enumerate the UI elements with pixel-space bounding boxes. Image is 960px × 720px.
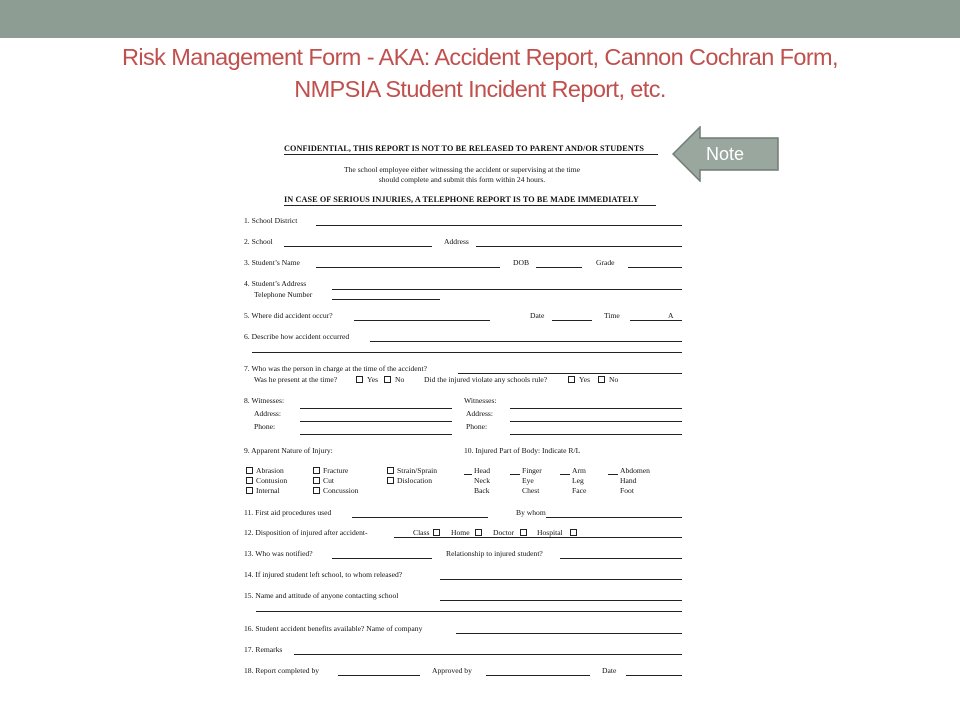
injury-concussion: Concussion xyxy=(323,486,359,495)
header-underline xyxy=(284,154,658,155)
field-relationship: Relationship to injured student? xyxy=(446,549,543,558)
field-describe-accident: 6. Describe how accident occurred xyxy=(244,332,350,341)
fill-line xyxy=(560,558,682,559)
fill-line xyxy=(440,579,682,580)
body-abdomen: Abdomen xyxy=(620,466,650,475)
field-disposition: 12. Disposition of injured after accident- xyxy=(244,528,368,537)
field-school-district: 1. School District xyxy=(244,216,298,225)
checkbox xyxy=(433,529,440,536)
no-label: No xyxy=(395,375,405,384)
fill-line xyxy=(352,517,488,518)
slide-top-bar xyxy=(0,0,960,38)
witness-phone-label: Phone: xyxy=(254,422,276,431)
fill-line xyxy=(486,675,590,676)
field-school: 2. School xyxy=(244,237,273,246)
body-face: Face xyxy=(572,486,587,495)
field-date: Date xyxy=(530,311,545,320)
disposition-home: Home xyxy=(451,528,470,537)
fill-line xyxy=(476,246,682,247)
risk-management-form-image xyxy=(236,134,688,682)
body-foot: Foot xyxy=(620,486,634,495)
field-remarks: 17. Remarks xyxy=(244,645,283,654)
fill-line xyxy=(510,474,520,475)
fill-line xyxy=(440,600,682,601)
checkbox xyxy=(568,376,575,383)
no-label: No xyxy=(609,375,619,384)
injury-strain-sprain: Strain/Sprain xyxy=(397,466,438,475)
fill-line xyxy=(316,267,500,268)
yes-label: Yes xyxy=(579,375,591,384)
confidential-header: CONFIDENTIAL, THIS REPORT IS NOT TO BE RELEASED TO PARENT AND/OR STUDENTS xyxy=(284,144,645,153)
fill-line xyxy=(316,225,682,226)
field-report-date: Date xyxy=(602,666,617,675)
checkbox xyxy=(384,376,391,383)
field-student-address: 4. Student’s Address xyxy=(244,279,307,288)
field-address: Address xyxy=(444,237,469,246)
fill-line xyxy=(608,474,618,475)
field-report-completed-by: 18. Report completed by xyxy=(244,666,320,675)
fill-line xyxy=(370,341,682,342)
disposition-hospital: Hospital xyxy=(537,528,563,537)
fill-line xyxy=(626,675,682,676)
slide-title-line-1: Risk Management Form - AKA: Accident Report, Cannon Cochran Form, xyxy=(122,44,838,70)
checkbox xyxy=(387,477,394,484)
slide-title-line-2: NMPSIA Student Incident Report, etc. xyxy=(294,76,666,102)
instruction-line-2: should complete and submit this form within 24 hours. xyxy=(378,175,546,184)
field-accident-benefits: 16. Student accident benefits available? Name of company xyxy=(244,624,423,633)
field-contacting-school: 15. Name and attitude of anyone contacting school xyxy=(244,591,399,600)
fill-line xyxy=(458,373,682,374)
body-neck: Neck xyxy=(474,476,491,485)
field-by-whom: By whom xyxy=(516,508,546,517)
field-time-am: A xyxy=(668,311,674,320)
fill-line xyxy=(394,537,682,538)
injury-abrasion: Abrasion xyxy=(256,466,284,475)
body-chest: Chest xyxy=(522,486,540,495)
fill-line xyxy=(510,421,682,422)
field-dob: DOB xyxy=(513,258,530,267)
note-label: Note xyxy=(706,144,745,164)
fill-line xyxy=(256,611,682,612)
body-arm: Arm xyxy=(572,466,586,475)
body-finger: Finger xyxy=(522,466,542,475)
field-witnesses: 8. Witnesses: xyxy=(244,396,285,405)
field-first-aid: 11. First aid procedures used xyxy=(244,508,332,517)
field-student-name: 3. Student’s Name xyxy=(244,258,300,267)
injury-internal: Internal xyxy=(256,486,280,495)
fill-line xyxy=(300,421,452,422)
disposition-doctor: Doctor xyxy=(493,528,515,537)
field-present-question: Was he present at the time? xyxy=(254,375,338,384)
body-eye: Eye xyxy=(522,476,534,485)
checkbox xyxy=(356,376,363,383)
fill-line xyxy=(546,517,682,518)
serious-injury-header: IN CASE OF SERIOUS INJURIES, A TELEPHONE REPORT IS TO BE MADE IMMEDIATELY xyxy=(284,195,639,204)
fill-line xyxy=(464,474,472,475)
injury-dislocation: Dislocation xyxy=(397,476,433,485)
field-time: Time xyxy=(604,311,620,320)
checkbox xyxy=(387,467,394,474)
instruction-line-1: The school employee either witnessing the accident or supervising at the time xyxy=(344,165,580,174)
body-hand: Hand xyxy=(620,476,637,485)
fill-line xyxy=(354,320,490,321)
body-back: Back xyxy=(474,486,490,495)
field-released-to: 14. If injured student left school, to whom released? xyxy=(244,570,403,579)
fill-line xyxy=(332,289,682,290)
field-approved-by: Approved by xyxy=(432,666,472,675)
fill-line xyxy=(560,474,570,475)
fill-line xyxy=(630,320,682,321)
field-who-notified: 13. Who was notified? xyxy=(244,549,313,558)
fill-line xyxy=(252,352,682,353)
checkbox xyxy=(313,477,320,484)
yes-label: Yes xyxy=(367,375,379,384)
injury-cut: Cut xyxy=(323,476,334,485)
body-leg: Leg xyxy=(572,476,584,485)
checkbox xyxy=(246,487,253,494)
checkbox xyxy=(246,477,253,484)
fill-line xyxy=(510,434,682,435)
field-witnesses-2: Witnesses: xyxy=(464,396,497,405)
field-rule-question: Did the injured violate any schools rule? xyxy=(424,375,548,384)
fill-line xyxy=(628,267,682,268)
witness-address-label: Address: xyxy=(254,409,281,418)
fill-line xyxy=(338,675,420,676)
checkbox xyxy=(313,487,320,494)
fill-line xyxy=(332,299,440,300)
field-where-accident: 5. Where did accident occur? xyxy=(244,311,333,320)
checkbox xyxy=(475,529,482,536)
field-telephone: Telephone Number xyxy=(254,290,313,299)
checkbox xyxy=(520,529,527,536)
checkbox xyxy=(598,376,605,383)
checkbox xyxy=(246,467,253,474)
field-person-in-charge: 7. Who was the person in charge at the time of the accident? xyxy=(244,364,427,373)
injury-fracture: Fracture xyxy=(323,466,349,475)
fill-line xyxy=(456,633,682,634)
fill-line xyxy=(332,558,432,559)
fill-line xyxy=(536,267,582,268)
checkbox xyxy=(570,529,577,536)
fill-line xyxy=(300,408,452,409)
witness-address-label: Address: xyxy=(466,409,493,418)
field-nature-of-injury: 9. Apparent Nature of Injury: xyxy=(244,446,333,455)
field-grade: Grade xyxy=(596,258,615,267)
body-head: Head xyxy=(474,466,491,475)
injury-contusion: Contusion xyxy=(256,476,288,485)
field-injured-part: 10. Injured Part of Body: Indicate R/L xyxy=(464,446,581,455)
witness-phone-label: Phone: xyxy=(466,422,488,431)
checkbox xyxy=(313,467,320,474)
fill-line xyxy=(300,434,452,435)
fill-line xyxy=(552,320,592,321)
fill-line xyxy=(510,408,682,409)
disposition-class: Class xyxy=(413,528,430,537)
fill-line xyxy=(284,246,432,247)
fill-line xyxy=(294,654,682,655)
header-underline xyxy=(284,205,656,206)
